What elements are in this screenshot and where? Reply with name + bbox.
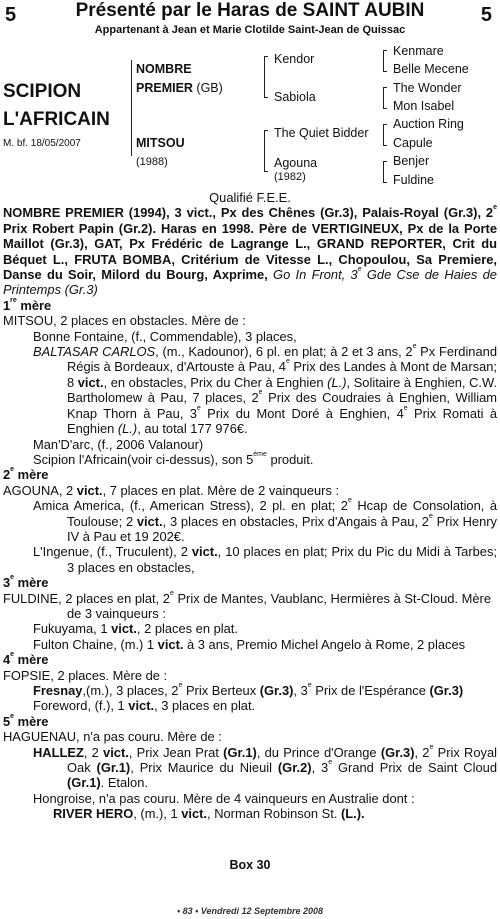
m3-produce-a: Fukuyama, 1 vict., 2 places en plat. — [33, 621, 238, 637]
gen3-mon-isabel: Mon Isabel — [393, 99, 455, 113]
sire-line2: PREMIER (GB) — [136, 81, 223, 95]
sire-paragraph: NOMBRE PREMIER (1994), 3 vict., Px des Chênes (Gr.3), Palais-Royal (Gr.3), 2e Prix Robert Papin (Gr.2). Haras en 1998. Père de VERTIGINEUX, Px de la Porte Maillot (Gr.3), GAT, Px Frédéric de Lagrange L., GRAND REPORTER, Crit du Béquet L., FRUTA BOMBA, Critérium de Vitesse L., Chopoulou, Sa Premiere, Danse du Soir, Milord du Bourg, Axprime, Go In Front, 3e Gde Cse de Haies de Printemps (Gr.3) — [3, 204, 497, 298]
m1-produce-b: BALTASAR CARLOS, (m., Kadounor), 6 pl. en plat; à 2 et 3 ans, 2e Px Ferdinand Régis à Bordeaux, d'Artouste à Pau, 4e Prix des Landes à Mont de Marsan; 8 vict., en obstacles, Prix du Cher à Enghien (L.), Solitaire à Enghien, C.W. Bartholomew à Pau, 7 places, 2e Prix des Coudraies à Enghien, William Knap Thorn à Pau, 3e Prix du Mont Doré à Enghien, 4e Prix Romati à Enghien (L.), au total 177 976€. — [33, 343, 498, 437]
gen2-sabiola: Sabiola — [274, 90, 316, 104]
horse-name — [3, 78, 110, 134]
horse-birth: M. bf. 18/05/2007 — [3, 138, 81, 149]
gen2-agouna: Agouna — [274, 156, 318, 170]
gen3-belle-mecene: Belle Mecene — [393, 62, 469, 76]
sire-line1: NOMBRE — [136, 62, 192, 76]
section-2e-mere: 2e mère — [3, 466, 49, 483]
gen3-auction-ring: Auction Ring — [393, 117, 464, 131]
m2-produce-a: Amica America, (f., American Stress), 2 pl. en plat; 2e Hcap de Consolation, à Toulouse; 2 vict., 3 places en obstacles, Prix d'Angais à Pau, 2e Prix Henry IV à Pau et 19 202€. — [33, 497, 497, 544]
m1-produce-a: Bonne Fontaine, (f., Commendable), 3 places, — [33, 328, 297, 344]
m2-produce-b: L'Ingenue, (f., Truculent), 2 vict., 10 places en plat; Prix du Pic du Midi à Tarbes; 3 places en obstacles, — [33, 544, 497, 575]
horse-name-line1: SCIPION — [3, 81, 82, 102]
m4-produce-b: Foreword, (f.), 1 vict., 3 places en plat. — [33, 698, 256, 714]
gen3-kenmare: Kenmare — [393, 44, 444, 58]
lot-number-left: 5 — [5, 4, 17, 26]
m1-produce-c: Man'D'arc, (f., 2006 Valanour) — [33, 436, 204, 452]
m5-produce-c: RIVER HERO, (m.), 1 vict., Norman Robinson St. (L.). — [53, 806, 365, 822]
lot-number-right: 5 — [480, 4, 492, 26]
page-footer: • 83 • Vendredi 12 Septembre 2008 — [176, 906, 324, 916]
gen2-the-quiet-bidder: The Quiet Bidder — [274, 126, 369, 140]
gen3-benjer: Benjer — [393, 154, 430, 168]
horse-name-line2: L'AFRICAIN — [3, 109, 110, 130]
gen3-the-wonder: The Wonder — [393, 81, 462, 95]
page-title: Présenté par le Haras de SAINT AUBIN — [75, 0, 425, 21]
m2-text: AGOUNA, 2 vict., 7 places en plat. Mère de 2 vainqueurs : — [3, 482, 340, 498]
owner-line: Appartenant à Jean et Marie Clotilde Saint-Jean de Quissac — [94, 24, 406, 36]
m5-produce-b: Hongroise, n'a pas couru. Mère de 4 vainqueurs en Australie dont : — [33, 790, 415, 806]
section-5e-mere: 5e mère — [3, 712, 49, 729]
m5-text: HAGUENAU, n'a pas couru. Mère de : — [3, 729, 222, 745]
dam-name: MITSOU — [136, 136, 185, 150]
m3-produce-b: Fulton Chaine, (m.) 1 vict. à 3 ans, Premio Michel Angelo à Rome, 2 places — [33, 636, 466, 652]
section-4e-mere: 4e mère — [3, 651, 49, 668]
dam-year: (1988) — [136, 156, 168, 168]
m3-text: FULDINE, 2 places en plat, 2e Prix de Mantes, Vaublanc, Hermières à St-Cloud. Mère de 3 vainqueurs : — [3, 589, 492, 621]
section-1re-mere: 1re mère — [3, 296, 52, 313]
box-number: Box 30 — [229, 858, 271, 872]
gen2-kendor: Kendor — [274, 52, 315, 66]
m5-produce-a: HALLEZ, 2 vict., Prix Jean Prat (Gr.1), du Prince d'Orange (Gr.3), 2e Prix Royal Oak (Gr.1), Prix Maurice du Nieuil (Gr.2), 3e Grand Prix de Saint Cloud (Gr.1). Etalon. — [33, 743, 497, 791]
m4-produce-a: Fresnay,(m.), 3 places, 2e Prix Berteux (Gr.3), 3e Prix de l'Espérance (Gr.3) — [33, 682, 464, 698]
m1-produce-d: Scipion l'Africain(voir ci-dessus), son 5ème produit. — [33, 450, 314, 467]
qualification: Qualifié F.E.E. — [209, 190, 291, 205]
m4-text: FOPSIE, 2 places. Mère de : — [3, 667, 168, 683]
m1-text: MITSOU, 2 places en obstacles. Mère de : — [3, 313, 246, 329]
gen3-capule: Capule — [393, 136, 433, 150]
gen2-agouna-year: (1982) — [274, 171, 306, 183]
gen3-fuldine: Fuldine — [393, 173, 434, 187]
section-3e-mere: 3e mère — [3, 574, 49, 591]
catalogue-body — [3, 190, 497, 822]
